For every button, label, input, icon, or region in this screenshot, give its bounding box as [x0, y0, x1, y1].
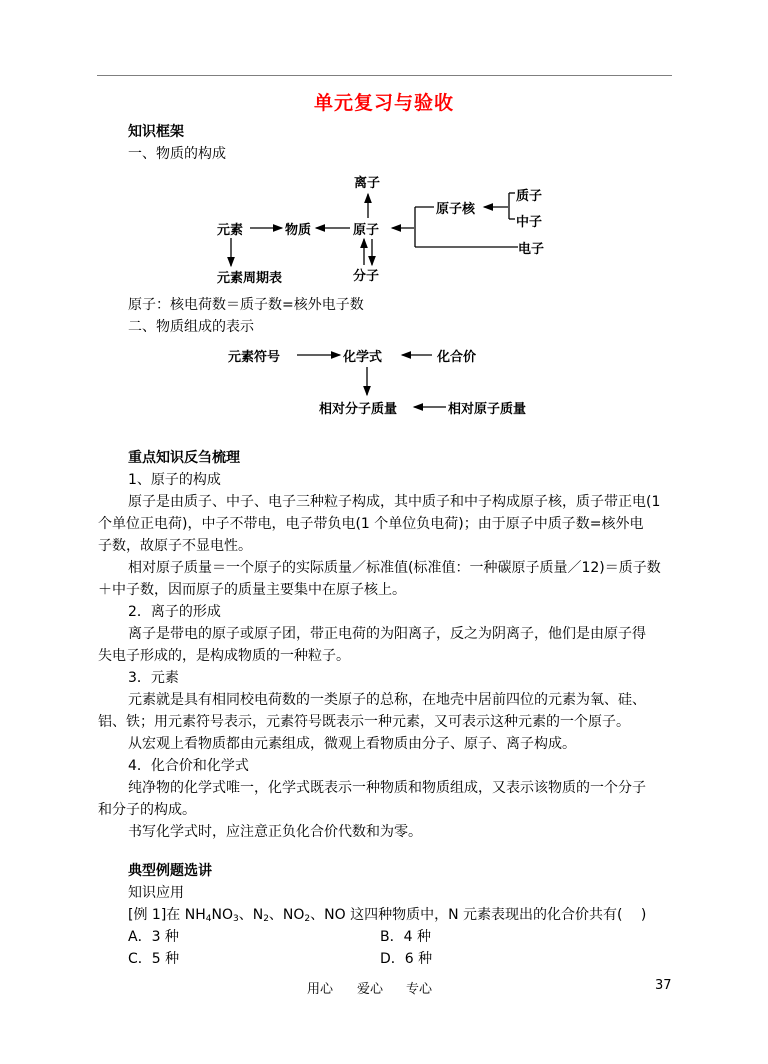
- subheading-composition: 一、物质的构成: [128, 146, 226, 162]
- node-substance: 物质: [285, 223, 312, 238]
- section-heading-framework: 知识框架: [128, 124, 184, 140]
- formula-part: NH: [184, 907, 206, 923]
- node-nucleus: 原子核: [436, 202, 476, 217]
- node-proton: 质子: [516, 189, 543, 204]
- paragraph-line: 和分子的构成。: [98, 802, 196, 818]
- section-heading-examples: 典型例题选讲: [128, 863, 212, 879]
- page-number: 37: [655, 978, 672, 993]
- node-relative-molecular-mass: 相对分子质量: [319, 402, 398, 417]
- paragraph-line: 原子是由质子、中子、电子三种粒子构成，其中质子和中子构成原子核，质子带正电(1: [128, 494, 661, 510]
- node-ion: 离子: [354, 176, 381, 191]
- formula-subscript: 2: [304, 914, 311, 924]
- node-periodic-table: 元素周期表: [217, 271, 283, 286]
- page-title: 单元复习与验收: [313, 92, 454, 114]
- node-molecule: 分子: [353, 269, 380, 284]
- topic-title-valence: 4．化合价和化学式: [128, 758, 249, 774]
- paragraph-line: 子数，故原子不显电性。: [98, 538, 252, 554]
- node-element: 元素: [217, 223, 244, 238]
- formula-subscript: 3: [232, 914, 239, 924]
- node-chemical-formula: 化学式: [343, 350, 383, 365]
- paragraph-line: 离子是带电的原子或原子团，带正电荷的为阳离子，反之为阴离子，他们是由原子得: [128, 626, 646, 642]
- option-d: D．6 种: [380, 951, 433, 967]
- formula-part: 、NO: [268, 907, 305, 923]
- option-c: C．5 种: [128, 951, 180, 967]
- subheading-representation: 二、物质组成的表示: [128, 319, 254, 335]
- footer-motto-1: 用心: [307, 982, 334, 997]
- footer-motto-3: 专心: [406, 982, 433, 997]
- paragraph-line: 铝、铁；用元素符号表示，元素符号既表示一种元素，又可表示这种元素的一个原子。: [98, 714, 630, 730]
- paragraph-line: 从宏观上看物质都由元素组成，微观上看物质由分子、原子、离子构成。: [128, 736, 576, 752]
- option-b: B．4 种: [380, 929, 431, 945]
- paragraph-line: 个单位正电荷)，中子不带电，电子带负电(1 个单位负电荷)；由于原子中质子数=核外电: [98, 516, 644, 532]
- formula-subscript: 2: [263, 914, 269, 924]
- question-rest: 、NO 这四种物质中，N 元素表现出的化合价共有( ): [310, 907, 647, 923]
- paragraph-line: 相对原子质量＝一个原子的实际质量／标准值(标准值：一种碳原子质量／12)＝质子数: [128, 560, 661, 576]
- topic-title-ion: 2．离子的形成: [128, 604, 221, 620]
- footer-motto-2: 爱心: [357, 982, 384, 997]
- section-heading-review: 重点知识反刍梳理: [128, 450, 240, 466]
- subheading-application: 知识应用: [128, 885, 184, 901]
- node-atom: 原子: [353, 223, 380, 238]
- formula-part: 、N: [238, 907, 264, 923]
- formula-part: NO: [211, 907, 233, 923]
- paragraph-line: 失电子形成的，是构成物质的一种粒子。: [98, 648, 350, 664]
- atom-equation: 原子：核电荷数＝质子数=核外电子数: [128, 297, 364, 313]
- paragraph-line: 书写化学式时，应注意正负化合价代数和为零。: [128, 824, 422, 840]
- node-relative-atomic-mass: 相对原子质量: [448, 402, 527, 417]
- node-valence: 化合价: [437, 350, 477, 365]
- paragraph-line: 元素就是具有相同校电荷数的一类原子的总称，在地壳中居前四位的元素为氧、硅、: [128, 692, 646, 708]
- question-prefix: [例 1]在: [128, 907, 185, 923]
- topic-title-element: 3．元素: [128, 670, 179, 686]
- paragraph-line: ＋中子数，因而原子的质量主要集中在原子核上。: [98, 582, 406, 598]
- node-neutron: 中子: [516, 215, 543, 230]
- formula-subscript: 4: [205, 914, 212, 924]
- option-a: A．3 种: [128, 929, 179, 945]
- node-element-symbol: 元素符号: [228, 350, 281, 365]
- paragraph-line: 纯净物的化学式唯一，化学式既表示一种物质和物质组成，又表示该物质的一个分子: [128, 780, 646, 796]
- node-electron: 电子: [518, 242, 545, 257]
- topic-title-atom: 1、原子的构成: [128, 472, 221, 488]
